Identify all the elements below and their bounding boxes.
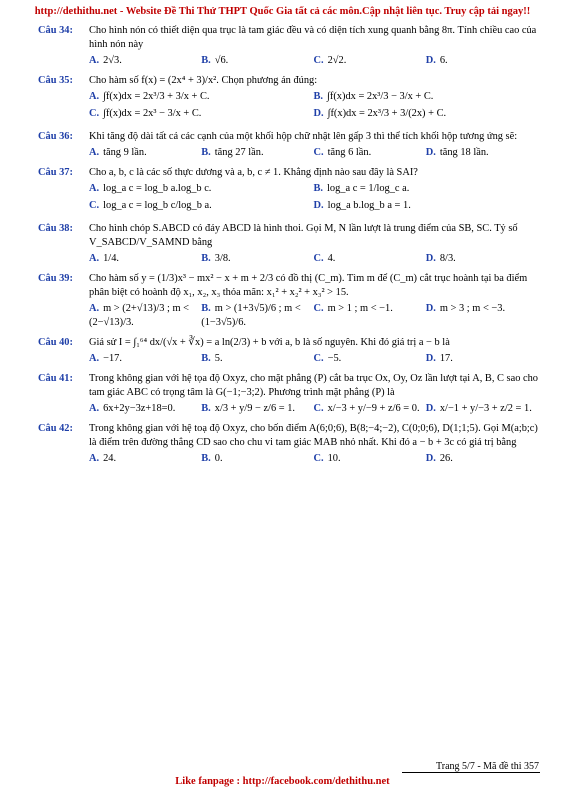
question-text: Giả sử I = ∫₁⁶⁴ dx/(√x + ∛x) = a ln(2/3) + b với a, b là số nguyên. Khi đó giá trị a − b là — [89, 337, 450, 348]
fanpage-link[interactable]: Like fanpage : http://facebook.com/dethithu.net — [175, 776, 390, 787]
option-letter: B. — [201, 403, 211, 414]
option-text: tăng 6 lần. — [327, 147, 372, 158]
question-block — [38, 74, 538, 124]
question-text: Cho hình chóp S.ABCD có đáy ABCD là hình thoi. Gọi M, N lần lượt là trung điểm của SB, SC. Tỷ số V_SABCD/V_SAMND bằng — [89, 223, 518, 248]
answer-option — [426, 302, 538, 330]
option-text: tăng 9 lần. — [103, 147, 147, 158]
answer-option — [89, 146, 201, 160]
answer-option — [89, 199, 314, 213]
option-text: 2√2. — [327, 55, 347, 66]
question-label: Câu 35: — [38, 75, 73, 86]
question-header — [38, 222, 538, 250]
answer-option — [201, 54, 313, 68]
option-letter: C. — [313, 55, 324, 66]
answer-options — [38, 252, 538, 266]
answer-option — [426, 54, 538, 68]
answer-option — [314, 146, 426, 160]
option-letter: B. — [201, 353, 211, 364]
question-header — [38, 422, 538, 450]
option-text: ∫f(x)dx = 2x³/3 + 3/x + C. — [103, 91, 210, 102]
option-text: 5. — [214, 353, 223, 364]
option-text: √6. — [214, 55, 229, 66]
option-letter: D. — [313, 108, 324, 119]
option-text: 3/8. — [214, 253, 231, 264]
question-label: Câu 34: — [38, 25, 73, 36]
answer-options — [38, 352, 538, 366]
exam-page — [38, 24, 538, 472]
question-header — [38, 372, 538, 400]
option-text: 8/3. — [439, 253, 456, 264]
option-letter: C. — [89, 108, 100, 119]
answer-option — [201, 302, 313, 330]
answer-option — [201, 146, 313, 160]
answer-option — [89, 352, 201, 366]
option-text: m > 1 ; m < −1. — [327, 303, 393, 314]
answer-option — [89, 107, 314, 121]
answer-option — [314, 90, 539, 104]
option-letter: C. — [313, 353, 324, 364]
option-text: x/3 + y/9 − z/6 = 1. — [214, 403, 295, 414]
question-header — [38, 166, 538, 180]
question-text: Trong không gian với hệ tọa độ Oxyz, cho mặt phẳng (P) cắt ba trục Ox, Oy, Oz lần lượt tại A, B, C sao cho tam giác ABC có trọng tâm là G(−1;−3;2). Phương trình mặt phẳng (P) là — [89, 373, 539, 398]
option-letter: B. — [313, 183, 324, 194]
option-letter: D. — [425, 453, 436, 464]
answer-option — [314, 182, 539, 196]
question-block — [38, 372, 538, 416]
question-header — [38, 24, 538, 52]
answer-option — [314, 199, 539, 213]
option-text: 1/4. — [103, 253, 119, 264]
answer-option — [201, 352, 313, 366]
question-block — [38, 24, 538, 68]
option-text: 0. — [214, 453, 223, 464]
option-text: x/−3 + y/−9 + z/6 = 0. — [327, 403, 420, 414]
answer-options — [38, 90, 538, 124]
question-header — [38, 336, 538, 350]
question-label: Câu 41: — [38, 373, 73, 384]
option-text: log_a c = 1/log_c a. — [327, 183, 410, 194]
option-letter: D. — [425, 353, 436, 364]
option-letter: A. — [89, 55, 100, 66]
answer-option — [314, 252, 426, 266]
question-label: Câu 39: — [38, 273, 73, 284]
answer-option — [89, 90, 314, 104]
answer-options — [38, 146, 538, 160]
option-text: −5. — [327, 353, 342, 364]
answer-option — [426, 352, 538, 366]
answer-options — [38, 182, 538, 216]
option-letter: B. — [201, 453, 211, 464]
option-letter: A. — [89, 183, 100, 194]
option-letter: B. — [201, 303, 211, 314]
option-text: 24. — [103, 453, 117, 464]
option-letter: A. — [89, 303, 100, 314]
answer-option — [314, 352, 426, 366]
question-block — [38, 422, 538, 466]
question-label: Câu 36: — [38, 131, 73, 142]
option-letter: C. — [313, 453, 324, 464]
question-label: Câu 42: — [38, 423, 73, 434]
answer-option — [314, 402, 426, 416]
answer-option — [314, 54, 426, 68]
option-letter: A. — [89, 403, 100, 414]
question-text: Cho a, b, c là các số thực dương và a, b, c ≠ 1. Khẳng định nào sau đây là SAI? — [89, 167, 418, 178]
option-text: x/−1 + y/−3 + z/2 = 1. — [439, 403, 532, 414]
option-letter: A. — [89, 453, 100, 464]
option-text: log_a c = log_b a.log_b c. — [103, 183, 212, 194]
option-letter: D. — [425, 303, 436, 314]
answer-option — [426, 252, 538, 266]
question-header — [38, 272, 538, 300]
question-label: Câu 37: — [38, 167, 73, 178]
answer-option — [314, 302, 426, 330]
question-header — [38, 74, 538, 88]
option-letter: D. — [313, 200, 324, 211]
answer-option — [426, 402, 538, 416]
option-letter: C. — [313, 253, 324, 264]
question-text: Cho hàm số y = (1/3)x³ − mx² − x + m + 2/3 có đồ thị (C_m). Tìm m để (C_m) cắt trục hoành tại ba điểm phân biệt có hoành độ x₁, x₂, x₃ thỏa mãn: x₁² + x₂² + x₃² > 15. — [89, 273, 528, 298]
option-text: 4. — [327, 253, 336, 264]
option-text: m > 3 ; m < −3. — [439, 303, 506, 314]
option-letter: A. — [89, 147, 100, 158]
answer-option — [89, 252, 201, 266]
option-letter: B. — [201, 147, 211, 158]
option-text: 10. — [327, 453, 341, 464]
question-text: Cho hàm số f(x) = (2x⁴ + 3)/x². Chọn phương án đúng: — [89, 75, 318, 86]
question-text: Cho hình nón có thiết diện qua trục là tam giác đều và có diện tích xung quanh bằng 8π. Tính chiều cao của hình nón này — [89, 25, 537, 50]
answer-option — [89, 54, 201, 68]
answer-options — [38, 452, 538, 466]
question-label: Câu 38: — [38, 223, 73, 234]
question-block — [38, 272, 538, 330]
option-text: m > (2+√13)/3 ; m < (2−√13)/3. — [89, 303, 190, 328]
option-letter: D. — [425, 253, 436, 264]
option-letter: B. — [313, 91, 324, 102]
question-text: Trong không gian với hệ toạ độ Oxyz, cho bốn điểm A(6;0;6), B(8;−4;−2), C(0;0;6), D(1;1;5). Gọi M(a;b;c) là điểm trên đường thẳng CD sao cho chu vi tam giác MAB nhỏ nhất. Khi đó a − b + 3c có giá trị bằng — [89, 423, 538, 448]
answer-option — [89, 402, 201, 416]
question-text: Khi tăng độ dài tất cả các cạnh của một khối hộp chữ nhật lên gấp 3 thì thể tích khối hộp tương ứng sẽ: — [89, 131, 518, 142]
question-block — [38, 336, 538, 366]
option-text: ∫f(x)dx = 2x³ − 3/x + C. — [103, 108, 202, 119]
answer-option — [201, 452, 313, 466]
option-letter: A. — [89, 253, 100, 264]
option-text: tăng 18 lần. — [439, 147, 489, 158]
option-letter: A. — [89, 91, 100, 102]
option-letter: D. — [425, 147, 436, 158]
site-header-link[interactable]: http://dethithu.net - Website Đề Thi Thử THPT Quốc Gia tất cả các môn.Cập nhật liên tục. Truy cập tải ngay!! — [34, 6, 531, 17]
question-block — [38, 222, 538, 266]
option-text: m > (1+3√5)/6 ; m < (1−3√5)/6. — [201, 303, 301, 328]
answer-option — [201, 402, 313, 416]
answer-option — [314, 452, 426, 466]
answer-option — [314, 107, 539, 121]
answer-option — [426, 146, 538, 160]
answer-options — [38, 302, 538, 330]
option-text: 6x+2y−3z+18=0. — [103, 403, 176, 414]
answer-option — [89, 452, 201, 466]
option-letter: C. — [313, 147, 324, 158]
answer-option — [201, 252, 313, 266]
question-block — [38, 166, 538, 216]
page-number: Trang 5/7 - Mã đề thi 357 — [436, 761, 539, 772]
question-block — [38, 130, 538, 160]
footer-divider — [402, 772, 540, 773]
answer-option — [89, 182, 314, 196]
option-text: ∫f(x)dx = 2x³/3 + 3/(2x) + C. — [327, 108, 447, 119]
option-letter: B. — [201, 253, 211, 264]
option-text: tăng 27 lần. — [214, 147, 264, 158]
option-text: −17. — [103, 353, 122, 364]
option-letter: C. — [313, 303, 324, 314]
option-letter: D. — [425, 55, 436, 66]
option-letter: C. — [313, 403, 324, 414]
answer-option — [426, 452, 538, 466]
option-text: 17. — [439, 353, 453, 364]
option-text: 6. — [439, 55, 448, 66]
option-letter: D. — [425, 403, 436, 414]
option-text: 2√3. — [103, 55, 122, 66]
option-letter: C. — [89, 200, 100, 211]
option-text: ∫f(x)dx = 2x³/3 − 3/x + C. — [327, 91, 434, 102]
option-text: log_a b.log_b a = 1. — [327, 200, 411, 211]
answer-options — [38, 54, 538, 68]
question-header — [38, 130, 538, 144]
question-label: Câu 40: — [38, 337, 73, 348]
option-letter: B. — [201, 55, 211, 66]
option-letter: A. — [89, 353, 100, 364]
option-text: log_a c = log_b c/log_b a. — [103, 200, 212, 211]
answer-options — [38, 402, 538, 416]
option-text: 26. — [439, 453, 453, 464]
answer-option — [89, 302, 201, 330]
